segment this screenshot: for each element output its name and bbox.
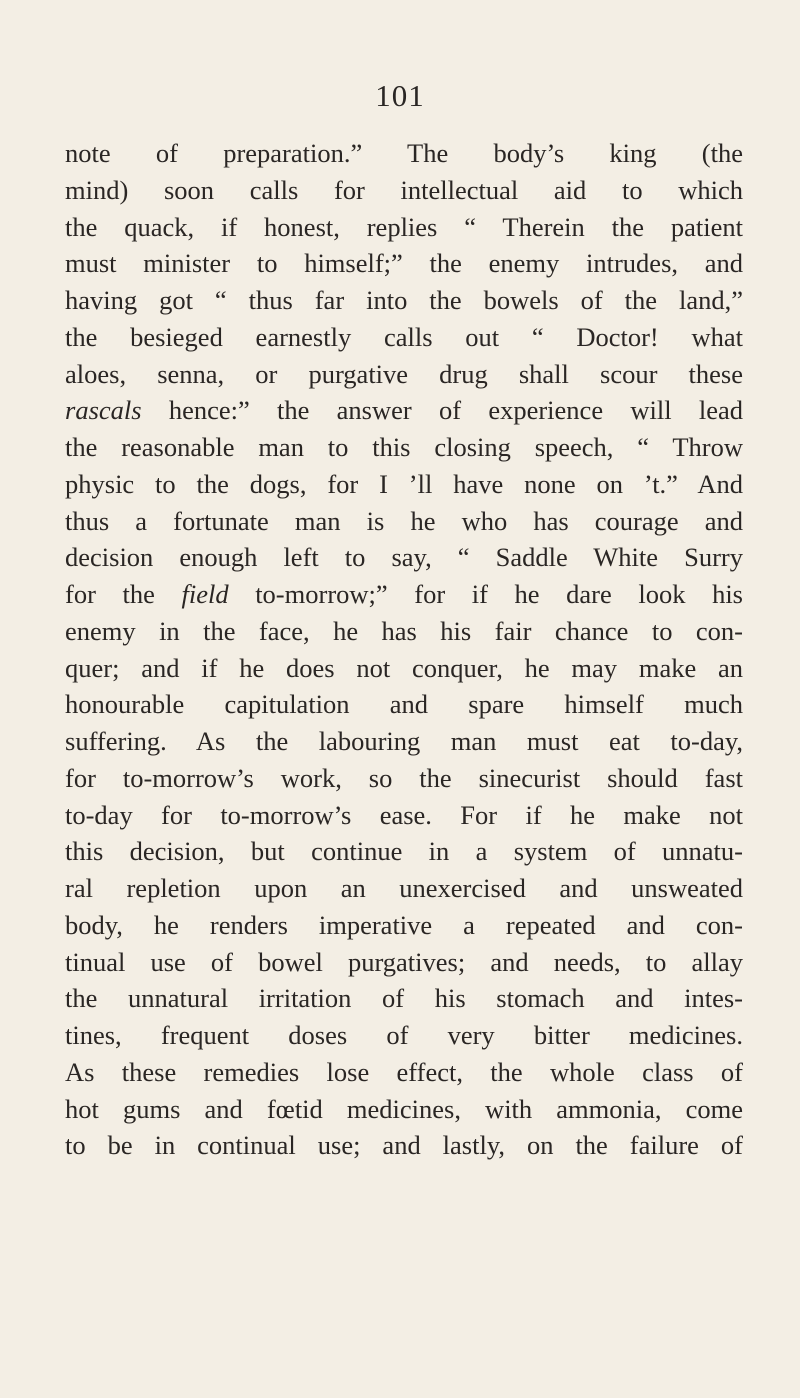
text-line: the unnatural irritation of his stomach and intes- [65,983,743,1014]
text-segment: to-morrow;” for if he dare look his [228,579,743,609]
text-line [65,576,743,613]
text-line: decision enough left to say, “ Saddle White Surry [65,542,743,573]
text-segment: for the [65,579,182,609]
text-line: tinual use of bowel purgatives; and needs, to allay [65,946,743,977]
text-line: the reasonable man to this closing speech, “ Throw [65,432,743,462]
text-line: quer; and if he does not conquer, he may make an [65,652,743,683]
text-line: physic to the dogs, for I ’ll have none on ’t.” And [65,468,743,499]
text-line: to-day for to-morrow’s ease. For if he make not [65,799,743,830]
page-number: 101 [375,78,425,113]
text-line: note of preparation.” The body’s king (the [65,138,743,168]
text-line: suffering. As the labouring man must eat to-day, [65,726,743,756]
text-line: mind) soon calls for intellectual aid to which [65,174,743,205]
body-text [65,135,743,1164]
text-line: As these remedies lose effect, the whole class of [65,1056,743,1087]
text-line: for to-morrow’s work, so the sinecurist should fast [65,762,743,793]
text-line: ral repletion upon an unexercised and unsweated [65,873,743,903]
text-line: must minister to himself;” the enemy intrudes, and [65,248,743,279]
text-line [65,392,743,429]
text-line: thus a fortunate man is he who has courage and [65,505,743,536]
text-line: having got “ thus far into the bowels of the land,” [65,285,743,315]
text-line: to be in continual use; and lastly, on the failure of [65,1130,743,1161]
text-line: this decision, but continue in a system of unnatu- [65,836,743,867]
text-line: hot gums and fœtid medicines, with ammonia, come [65,1093,743,1124]
text-line: enemy in the face, he has his fair chance to con- [65,615,743,646]
text-line: the besieged earnestly calls out “ Doctor! what [65,321,743,352]
text-segment: hence:” the answer of experience will lead [141,395,743,426]
text-line: the quack, if honest, replies “ Therein the patient [65,211,743,242]
text-line: honourable capitulation and spare himself much [65,689,743,720]
text-line: tines, frequent doses of very bitter medicines. [65,1020,743,1050]
italic-word: field [181,579,229,609]
text-line: aloes, senna, or purgative drug shall scour these [65,358,743,389]
text-line: body, he renders imperative a repeated and con- [65,909,743,940]
italic-word: rascals [65,395,142,426]
